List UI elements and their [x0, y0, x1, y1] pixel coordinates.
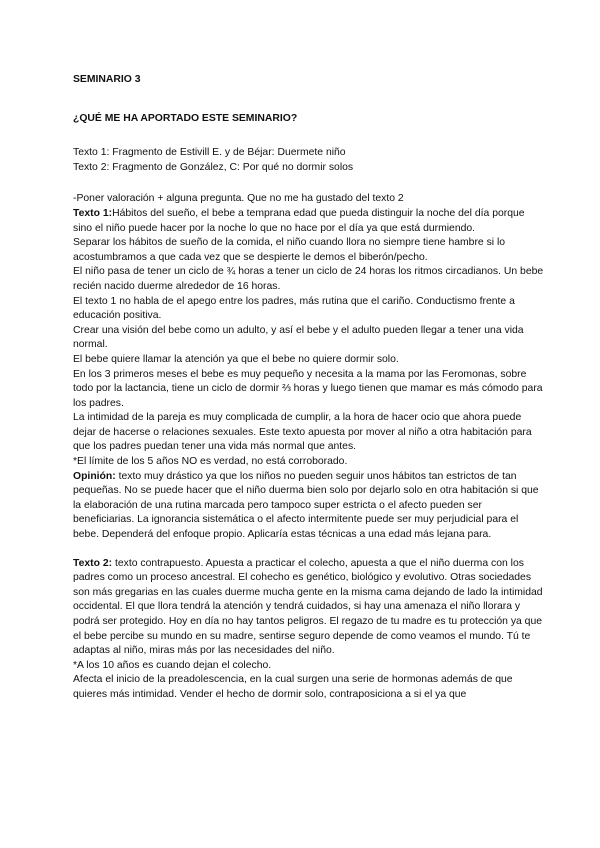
- text1-intro: [73, 207, 544, 236]
- reference-list: [73, 146, 544, 175]
- text1-intro-text: Hábitos del sueño, el bebe a temprana edad que pueda distinguir la noche del día porque sino el niño puede hacer por la noche lo que no hace por el día ya que está durmiendo.: [73, 207, 525, 234]
- section-question: ¿QUÉ ME HA APORTADO ESTE SEMINARIO?: [73, 112, 298, 124]
- text2-intro: [73, 557, 544, 659]
- text2-intro-text: texto contrapuesto. Apuesta a practicar el colecho, apuesta a que el niño duerma con los padres como un proceso ancestral. El cohecho es genético, biológico y evolutivo. Otras sociedades son más gregarias en las cuales duerme mucha gente en la misma cama dejando de lado la intimidad occidental. El que llora tendrá la atención y tendrá cuidados, si hay una amenaza el niño llorara y podrá ser protegido. Hoy en día no hay tantos peligros. El regazo de tu madre es tu protección ya que el bebe percibe su mundo en su madre, sentirse seguro depende de como veamos el mundo. Tú te adaptas al niño, miras más por las necesidades del niño.: [73, 557, 543, 657]
- text2-paragraph: *A los 10 años es cuando dejan el colecho.: [73, 659, 272, 671]
- reference-item: Texto 2: Fragmento de González, C: Por qué no dormir solos: [73, 161, 354, 173]
- opinion-label: Opinión:: [73, 470, 116, 482]
- text1-paragraph: El texto 1 no habla de el apego entre los padres, más rutina que el cariño. Conductismo frente a educación positiva.: [73, 295, 515, 322]
- text1-paragraph: Separar los hábitos de sueño de la comida, el niño cuando llora no siempre tiene hambre si lo acostumbramos a que cada vez que se despierte le demos el biberón/pecho.: [73, 237, 506, 263]
- text2-paragraph: Afecta el inicio de la preadolescencia, en la cual surgen una serie de hormonas además de que quieres más intimidad. Vender el hecho de dormir solo, contraposiciona a si el ya que: [73, 674, 513, 700]
- text1-paragraph: El bebe quiere llamar la atención ya que el bebe no quiere dormir solo.: [73, 353, 399, 365]
- text1-paragraph: *El límite de los 5 años NO es verdad, no está corroborado.: [73, 456, 348, 468]
- text1-section: [73, 207, 544, 543]
- reference-item: Texto 1: Fragmento de Estivill E. y de Béjar: Duermete niño: [73, 147, 346, 159]
- document-title: SEMINARIO 3: [73, 74, 141, 85]
- text2-label: Texto 2:: [73, 557, 113, 569]
- opinion-paragraph: [73, 470, 544, 543]
- text1-paragraph: El niño pasa de tener un ciclo de ¾ horas a tener un ciclo de 24 horas los ritmos circadianos. Un bebe recién nacido duerme alrededor de 16 horas.: [73, 266, 544, 292]
- text1-paragraph: Crear una visión del bebe como un adulto, y así el bebe y el adulto pueden llegar a tener una vida normal.: [73, 324, 524, 351]
- instruction-note: -Poner valoración + alguna pregunta. Que no me ha gustado del texto 2: [73, 193, 404, 205]
- text1-label: Texto 1:: [73, 207, 113, 219]
- opinion-text: texto muy drástico ya que los niños no pueden seguir unos hábitos tan estrictos de tan pequeñas. No se puede hacer que el niño duerma bien solo por dejarlo solo en otra habitación si que la elaboración de una rutina marcada pero tampoco super estricta o el afecto pueden ser beneficiarias. La ignorancia sistemática o el afecto intermitente puede ser muy perjudicial para el bebe. Dependerá del enfoque propio. Aplicaría estas técnicas a una edad más lejana para.: [73, 470, 539, 541]
- text1-paragraph: En los 3 primeros meses el bebe es muy pequeño y necesita a la mama por las Feromonas, sobre todo por la lactancia, tiene un ciclo de dormir ⅔ horas y luego tienen que mamar es más cómodo para los padres.: [73, 368, 543, 409]
- text2-section: [73, 557, 544, 703]
- text1-paragraph: La intimidad de la pareja es muy complicada de cumplir, a la hora de hacer ocio que ahora puede dejar de hacerse o relaciones sexuales. Este texto apuesta por mover al niño a otra habitación para que los padres puedan tener una vida más normal que antes.: [73, 412, 532, 453]
